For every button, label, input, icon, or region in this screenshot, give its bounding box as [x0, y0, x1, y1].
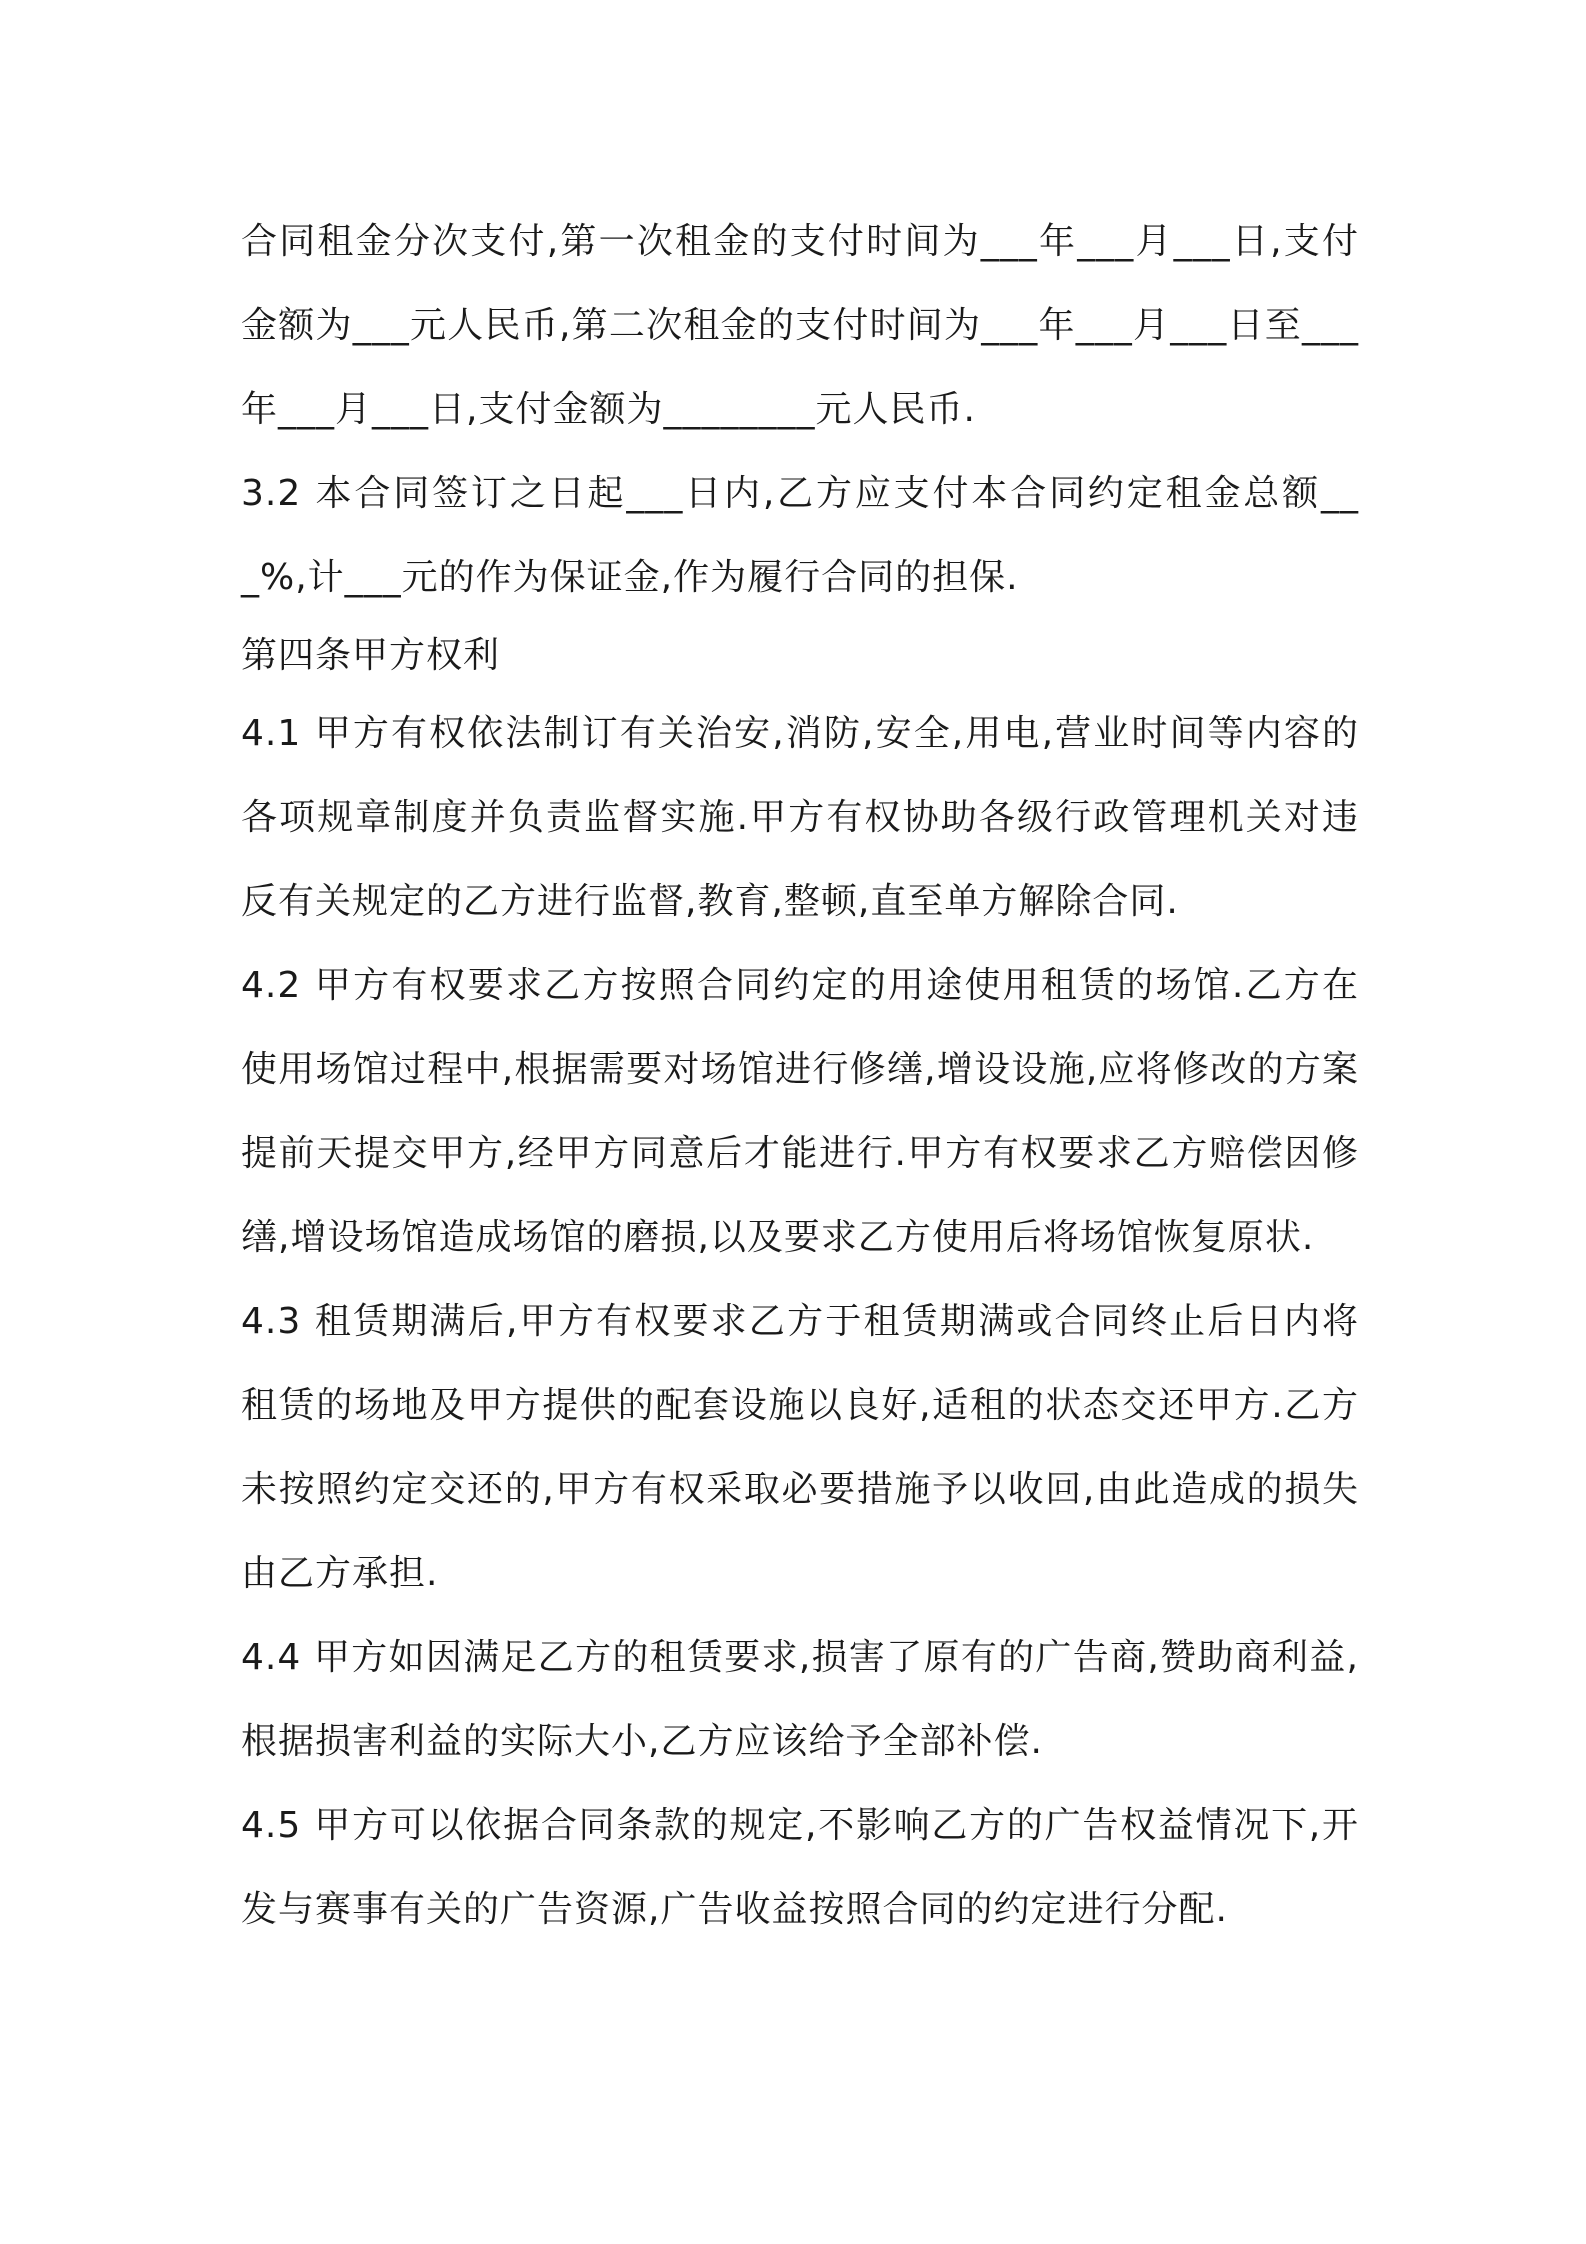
section-heading-article-4: 第四条甲方权利	[241, 635, 501, 676]
paragraph-4-4: 4.4 甲方如因满足乙方的租赁要求,损害了原有的广告商,赞助商利益,根据损害利益的实际大小,乙方应该给予全部补偿.	[241, 1637, 1359, 1762]
paragraph-4-1: 4.1 甲方有权依法制订有关治安,消防,安全,用电,营业时间等内容的各项规章制度并负责监督实施.甲方有权协助各级行政管理机关对违反有关规定的乙方进行监督,教育,整顿,直至单方解除合同.	[241, 713, 1359, 922]
paragraph-4-3: 4.3 租赁期满后,甲方有权要求乙方于租赁期满或合同终止后日内将租赁的场地及甲方提供的配套设施以良好,适租的状态交还甲方.乙方未按照约定交还的,甲方有权采取必要措施予以收回,由此造成的损失由乙方承担.	[241, 1301, 1359, 1594]
paragraph-rent-installments: 合同租金分次支付,第一次租金的支付时间为___年___月___日,支付金额为___元人民币,第二次租金的支付时间为___年___月___日至___年___月___日,支付金额为________元人民币.	[241, 221, 1359, 430]
paragraph-4-5: 4.5 甲方可以依据合同条款的规定,不影响乙方的广告权益情况下,开发与赛事有关的广告资源,广告收益按照合同的约定进行分配.	[241, 1805, 1359, 1930]
paragraph-3-2: 3.2 本合同签订之日起___日内,乙方应支付本合同约定租金总额___%,计___元的作为保证金,作为履行合同的担保.	[241, 473, 1359, 598]
paragraph-4-2: 4.2 甲方有权要求乙方按照合同约定的用途使用租赁的场馆.乙方在使用场馆过程中,根据需要对场馆进行修缮,增设设施,应将修改的方案提前天提交甲方,经甲方同意后才能进行.甲方有权要求乙方赔偿因修缮,增设场馆造成场馆的磨损,以及要求乙方使用后将场馆恢复原状.	[241, 965, 1359, 1258]
document-body	[241, 200, 1359, 1952]
